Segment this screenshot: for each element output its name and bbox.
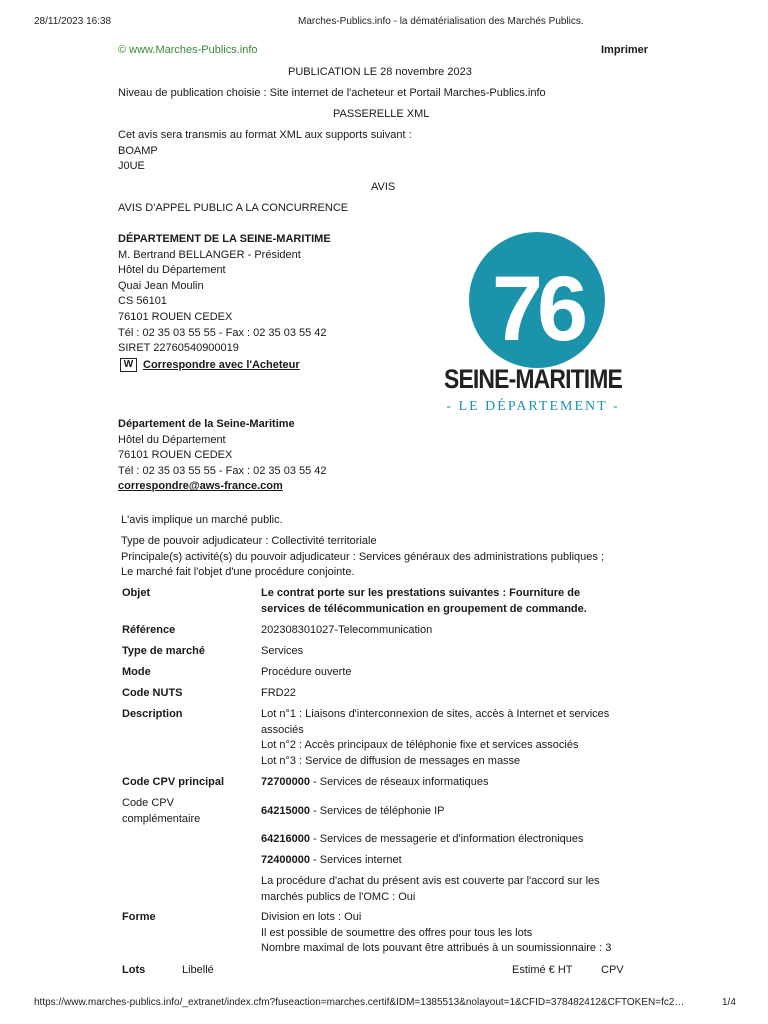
buyer-line: SIRET 22760540900019 — [118, 342, 239, 355]
omc-value — [261, 875, 600, 906]
estime-header: Estimé € HT — [512, 964, 573, 976]
print-button[interactable]: Imprimer — [601, 44, 649, 56]
cpv-text: - Services de téléphonie IP — [309, 805, 445, 817]
description-line: Lot n°2 : Accès principaux de téléphonie fixe et services associés — [261, 739, 579, 752]
cpv-text: - Services de réseaux informatiques — [309, 776, 489, 788]
description-value — [261, 708, 609, 770]
reference-label: Référence — [122, 624, 176, 636]
description-line: associés — [261, 723, 304, 736]
type-marche-label: Type de marché — [122, 645, 205, 657]
cpv-comp-label-line: complémentaire — [122, 812, 201, 825]
cpv-header: CPV — [601, 964, 624, 976]
forme-line: Division en lots : Oui — [261, 911, 362, 923]
objet-line: services de télécommunication en groupement de commande. — [261, 602, 587, 615]
forme-value — [261, 911, 611, 958]
contact-line: 76101 ROUEN CEDEX — [118, 449, 233, 462]
contact-email-link[interactable]: correspondre@aws-france.com — [118, 480, 283, 493]
activite-pouvoir: Principale(s) activité(s) du pouvoir adjudicateur : Services généraux des administrations publiques ; — [121, 550, 605, 563]
publication-level: Niveau de publication choisie : Site internet de l'acheteur et Portail Marches-Publics.info — [118, 87, 546, 99]
publication-date: PUBLICATION LE 28 novembre 2023 — [288, 66, 472, 78]
cpv-code: 72700000 — [261, 776, 310, 788]
cpv-comp-value-1 — [261, 805, 444, 821]
omc-line: marchés publics de l'OMC : Oui — [261, 890, 416, 903]
cpv-comp-label — [122, 797, 200, 828]
buyer-line: Hôtel du Département — [118, 264, 226, 277]
logo-graphic — [440, 228, 630, 418]
contact-block — [118, 418, 327, 496]
type-pouvoir: Type de pouvoir adjudicateur : Collectivité territoriale — [121, 535, 377, 547]
w-icon: W — [120, 358, 137, 372]
cpv-code: 64216000 — [261, 833, 310, 845]
objet-value — [261, 587, 587, 618]
procedure-conjointe: Le marché fait l'objet d'une procédure conjointe. — [121, 566, 355, 579]
buyer-line: Tél : 02 35 03 55 55 - Fax : 02 35 03 55 42 — [118, 326, 327, 339]
contact-line: Hôtel du Département — [118, 433, 226, 446]
avis-type: AVIS D'APPEL PUBLIC A LA CONCURRENCE — [118, 202, 349, 214]
cpv-principal-value — [261, 776, 488, 792]
description-line: Lot n°3 : Service de diffusion de messages en masse — [261, 754, 521, 767]
support-joue: J0UE — [118, 160, 145, 172]
cpv-code: 64215000 — [261, 805, 310, 817]
libelle-header: Libellé — [182, 964, 214, 976]
buyer-line: CS 56101 — [118, 295, 167, 308]
cpv-comp-value-2 — [261, 833, 584, 849]
reference-value: 202308301027-Telecommunication — [261, 624, 433, 636]
nuts-value: FRD22 — [261, 687, 296, 699]
logo-number: 76 — [491, 258, 583, 360]
buyer-name: DÉPARTEMENT DE LA SEINE-MARITIME — [118, 233, 331, 245]
cpv-comp-value-3 — [261, 854, 402, 870]
cpv-text: - Services internet — [309, 854, 402, 866]
cpv-text: - Services de messagerie et d'information électroniques — [309, 833, 584, 845]
mode-label: Mode — [122, 666, 151, 678]
seine-maritime-logo — [440, 228, 630, 418]
buyer-line: Quai Jean Moulin — [118, 279, 204, 292]
forme-label: Forme — [122, 911, 156, 923]
mode-value: Procédure ouverte — [261, 666, 352, 678]
type-marche-value: Services — [261, 645, 304, 657]
passerelle-heading: PASSERELLE XML — [333, 108, 430, 120]
cpv-comp-label-line: Code CPV — [122, 797, 174, 809]
print-title: Marches-Publics.info - la dématérialisation des Marchés Publics. — [298, 16, 584, 27]
lots-header: Lots — [122, 964, 146, 976]
buyer-line: M. Bertrand BELLANGER - Président — [118, 248, 301, 261]
forme-line: Nombre maximal de lots pouvant être attribués à un soumissionnaire : 3 — [261, 942, 612, 955]
intro-block — [121, 535, 604, 582]
description-line: Lot n°1 : Liaisons d'interconnexion de sites, accès à Internet et services — [261, 708, 610, 720]
marche-public-text: L'avis implique un marché public. — [121, 514, 283, 526]
omc-line: La procédure d'achat du présent avis est couverte par l'accord sur les — [261, 875, 600, 887]
contact-name: Département de la Seine-Maritime — [118, 418, 295, 430]
print-datetime: 28/11/2023 16:38 — [34, 16, 112, 27]
description-label: Description — [122, 708, 183, 720]
contact-buyer-label[interactable]: Correspondre avec l'Acheteur — [143, 358, 300, 371]
contact-line: Tél : 02 35 03 55 55 - Fax : 02 35 03 55 42 — [118, 464, 327, 477]
buyer-line: 76101 ROUEN CEDEX — [118, 310, 233, 323]
avis-heading: AVIS — [371, 181, 396, 193]
objet-line: Le contrat porte sur les prestations suivantes : Fourniture de — [261, 587, 581, 599]
site-link[interactable]: © www.Marches-Publics.info — [118, 44, 258, 56]
buyer-block — [118, 233, 331, 358]
transmission-text: Cet avis sera transmis au format XML aux supports suivant : — [118, 129, 412, 141]
support-boamp: BOAMP — [118, 145, 158, 157]
logo-tagline: - LE DÉPARTEMENT - — [446, 399, 620, 414]
contact-buyer-link[interactable] — [120, 358, 300, 372]
forme-line: Il est possible de soumettre des offres pour tous les lots — [261, 926, 533, 939]
nuts-label: Code NUTS — [122, 687, 183, 699]
cpv-principal-label: Code CPV principal — [122, 776, 225, 788]
page-number: 1/4 — [722, 997, 736, 1008]
objet-label: Objet — [122, 587, 151, 599]
logo-name: SEINE-MARITIME — [444, 364, 622, 394]
print-url: https://www.marches-publics.info/_extranet/index.cfm?fuseaction=marches.certif&IDM=1385513&nolayout=1&CFID=378482412&CFTOKEN=fc2… — [34, 997, 685, 1008]
cpv-code: 72400000 — [261, 854, 310, 866]
